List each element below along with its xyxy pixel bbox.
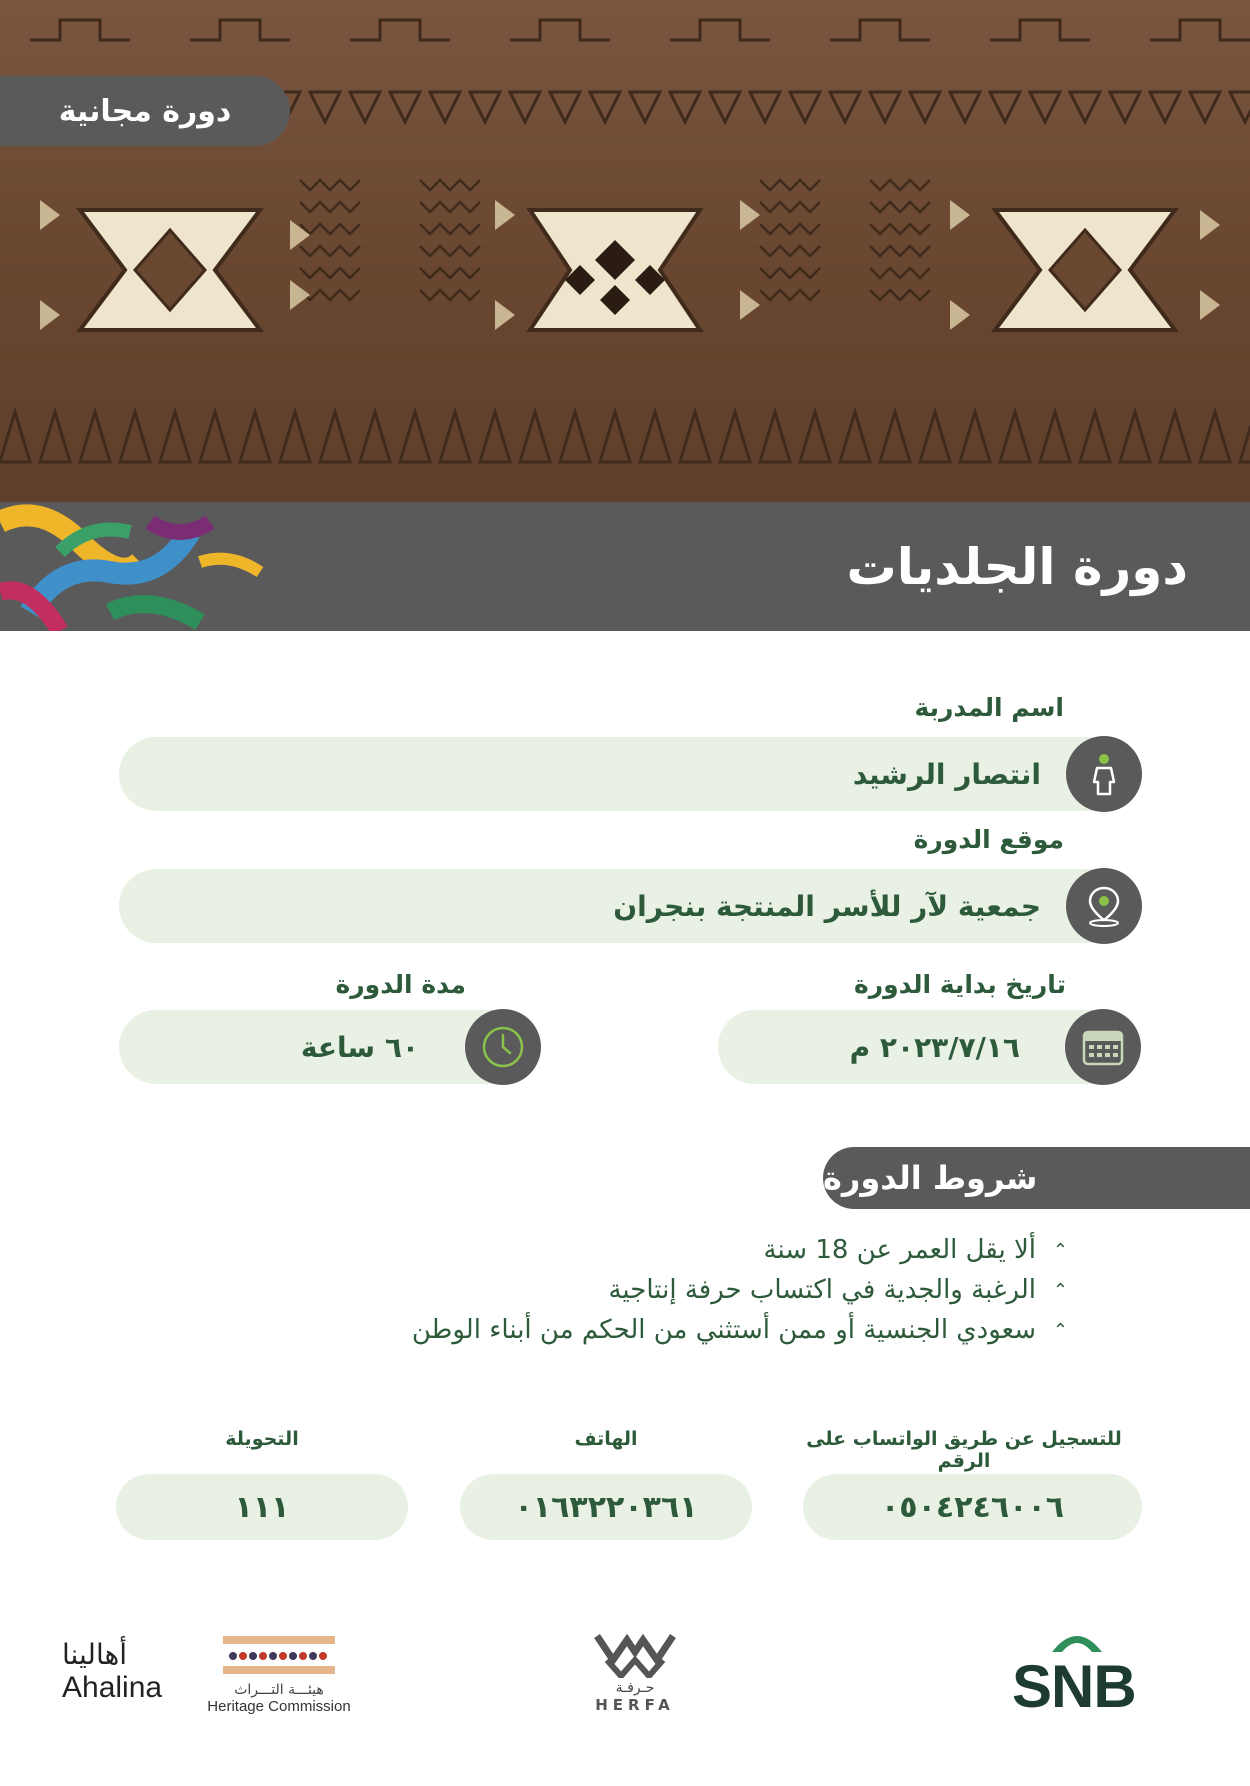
start-date-value: ٢٠٢٣/٧/١٦ م xyxy=(849,1030,1020,1064)
list-item xyxy=(412,1270,1068,1310)
conditions-header xyxy=(823,1147,1250,1209)
decorative-pattern-graphic xyxy=(0,502,290,631)
whatsapp-number[interactable]: ٠٥٠٤٢٤٦٠٠٦ xyxy=(803,1474,1142,1540)
duration-value: ٦٠ ساعة xyxy=(300,1030,419,1064)
chevron-up-icon: ⌃ xyxy=(1052,1320,1068,1341)
ahalina-logo xyxy=(62,1638,182,1728)
herfa-mark-icon xyxy=(593,1630,677,1678)
calendar-icon xyxy=(1065,1009,1141,1085)
course-title-bar xyxy=(0,502,1250,631)
herfa-arabic: حـرفـة xyxy=(615,1680,655,1696)
heritage-mark-icon xyxy=(219,1634,339,1678)
phone-number[interactable]: ٠١٦٣٢٢٠٣٦١ xyxy=(460,1474,752,1540)
ahalina-english: Ahalina xyxy=(62,1671,163,1704)
course-title: دورة الجلديات xyxy=(846,537,1188,596)
footer-logos xyxy=(0,1610,1250,1740)
heritage-commission-logo xyxy=(198,1634,360,1734)
ahalina-arabic: أهالينا xyxy=(62,1638,128,1671)
chevron-up-icon: ⌃ xyxy=(1052,1240,1068,1261)
trainer-field xyxy=(119,737,1139,811)
list-item xyxy=(412,1310,1068,1350)
list-item xyxy=(412,1230,1068,1270)
conditions-header-label: شروط الدورة xyxy=(823,1159,1038,1197)
free-course-badge xyxy=(0,76,290,146)
herfa-wordmark: HERFA xyxy=(595,1696,675,1714)
trainer-value: انتصار الرشيد xyxy=(852,757,1041,791)
extension-number: ١١١ xyxy=(116,1474,408,1540)
heritage-arabic: هيئـــة التـــراث xyxy=(234,1682,324,1698)
extension-label: التحويلة xyxy=(225,1428,299,1450)
trainer-label: اسم المدربة xyxy=(914,693,1064,722)
condition-text: الرغبة والجدية في اكتساب حرفة إنتاجية xyxy=(608,1275,1036,1305)
location-pin-icon xyxy=(1066,868,1142,944)
person-icon xyxy=(1066,736,1142,812)
herfa-logo xyxy=(585,1630,685,1740)
whatsapp-label: للتسجيل عن طريق الواتساب على الرقم xyxy=(806,1428,1122,1472)
heritage-english: Heritage Commission xyxy=(207,1698,351,1715)
conditions-list xyxy=(412,1230,1068,1350)
snb-wordmark: SNB xyxy=(1012,1653,1136,1720)
location-field xyxy=(119,869,1139,943)
start-date-label: تاريخ بداية الدورة xyxy=(853,970,1066,999)
location-value: جمعية لآر للأسر المنتجة بنجران xyxy=(613,889,1041,923)
snb-logo xyxy=(1012,1624,1212,1724)
chevron-up-icon: ⌃ xyxy=(1052,1280,1068,1301)
condition-text: ألا يقل العمر عن 18 سنة xyxy=(763,1235,1036,1265)
location-label: موقع الدورة xyxy=(913,825,1064,854)
snb-arch-icon xyxy=(1047,1624,1107,1654)
clock-icon xyxy=(465,1009,541,1085)
condition-text: سعودي الجنسية أو ممن أستثني من الحكم من أبناء الوطن xyxy=(411,1315,1036,1345)
free-course-label: دورة مجانية xyxy=(58,93,232,129)
phone-label: الهاتف xyxy=(574,1428,638,1450)
duration-label: مدة الدورة xyxy=(335,970,466,999)
